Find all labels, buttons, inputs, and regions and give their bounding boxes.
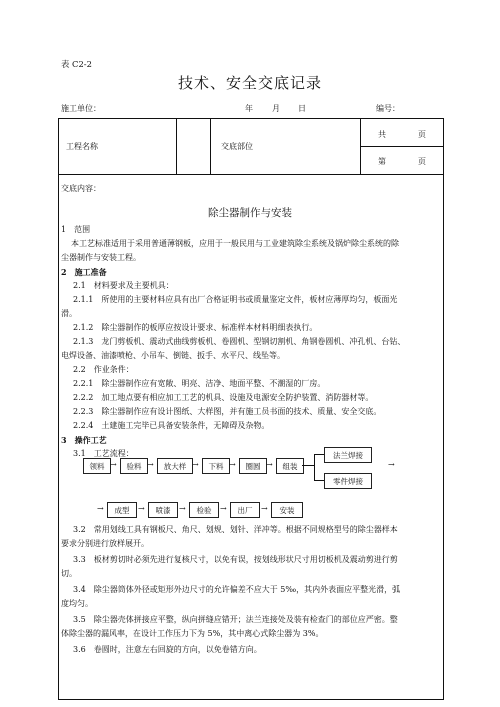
item-3-6: 3.6 卷圆时，注意左右回旋的方向，以免卷错方向。	[73, 645, 262, 654]
flow-step-installation: 安装	[271, 502, 303, 518]
item-2-1-2: 2.1.2 除尘器制作的板厚应按设计要求、标准样本材料明细表执行。	[73, 323, 318, 332]
section-1-text-1: 本工艺标准适用于采用普通薄钢板，应用于一般民用与工业建筑除尘系统及锅炉除尘系统的除	[71, 239, 399, 248]
project-name-value[interactable]	[120, 138, 170, 152]
page-unit: 页	[418, 157, 426, 166]
page-label: 第	[378, 157, 386, 166]
item-2-2-3: 2.2.3 除尘器制作应有设计图纸、大样图，并有施工员书面的技术、质量、安全交底。	[73, 407, 382, 416]
section-2-heading: 2 施工准备	[61, 267, 107, 277]
item-3-4-b: 度均匀。	[61, 599, 93, 608]
item-3-2-b: 要求分别进行放样展开。	[61, 539, 149, 548]
flow-step-collect: 领料	[83, 458, 111, 474]
item-2-1-3-a: 2.1.3 龙门剪板机、震动式曲线剪板机、卷圆机、型钢切割机、角钢卷圆机、冲孔机、台钻、	[73, 337, 406, 346]
item-2-2-1: 2.2.1 除尘器制作应有宽敞、明亮、洁净、地面平整、不潮湿的厂房。	[73, 379, 326, 388]
flow-step-flange-welding: 法兰焊接	[324, 447, 372, 463]
total-label: 共	[378, 130, 386, 139]
flow-step-inspect: 验料	[120, 458, 148, 474]
flow-step-assembly: 组装	[276, 458, 304, 474]
flow-arrow: →	[147, 460, 154, 469]
total-page-unit: 页	[418, 130, 426, 139]
day-label: 日	[298, 104, 306, 113]
item-2-1-1-a: 2.1.1 所使用的主要材料应具有出厂合格证明书或质量鉴定文件，板材应薄厚均匀，板面光	[73, 295, 398, 304]
item-2-1: 2.1 材料要求及主要机具：	[73, 281, 174, 290]
flow-step-inspection: 检验	[189, 502, 219, 518]
flow-step-forming: 成型	[107, 502, 137, 518]
item-2-2-2: 2.2.2 加工地点要有相应加工工艺的机具、设施及电源安全防护装置、消防器材等。	[73, 393, 374, 402]
flow-arrow: →	[261, 504, 268, 513]
flow-step-delivery: 出厂	[230, 502, 260, 518]
flow-branch-vertical	[314, 454, 315, 480]
flow-step-painting: 喷漆	[148, 502, 178, 518]
item-3-3-b: 切。	[61, 569, 77, 578]
section-1-text-2: 尘器制作与安装工程。	[61, 253, 141, 262]
item-2-2-4: 2.2.4 土建施工完毕已具备安装条件，无障碍及杂物。	[73, 421, 270, 430]
unit-label: 施工单位：	[61, 104, 101, 113]
flow-arrow: →	[192, 460, 199, 469]
page-title: 技术、安全交底记录	[177, 74, 322, 92]
flow-arrow: →	[110, 460, 117, 469]
section-1-heading: 1 范围	[61, 225, 91, 234]
item-3-4-a: 3.4 除尘器筒体外径或矩形外边尺寸的允许偏差不应大于 5‰，其内外表面应平整光滑，弧	[73, 585, 401, 594]
form-number: 表 C2-2	[61, 59, 92, 69]
flow-arrow: →	[138, 504, 145, 513]
flow-arrow: →	[179, 504, 186, 513]
item-3-2-a: 3.2 常用划线工具有钢板尺、角尺、划规、划针、洋冲等。根据不同规格型号的除尘器样本	[73, 525, 398, 534]
flow-step-cutting: 下料	[202, 458, 230, 474]
item-2-2: 2.2 作业条件：	[73, 365, 134, 374]
item-3-5-b: 体除尘器的漏风率，在设计工作压力下为 5%，其中离心式除尘器为 3%。	[61, 629, 324, 638]
flow-arrow: →	[266, 460, 273, 469]
item-3-1: 3.1 工艺流程：	[73, 449, 134, 458]
intro-label: 交底内容：	[61, 184, 101, 193]
section-3-heading: 3 操作工艺	[61, 435, 107, 445]
flow-step-rolling: 圈圆	[239, 458, 267, 474]
number-label: 编号：	[376, 104, 400, 113]
flow-arrow: →	[97, 504, 104, 513]
col-divider-1	[176, 118, 177, 174]
flow-arrow: →	[220, 504, 227, 513]
flow-step-layout: 放大样	[157, 458, 193, 474]
col-divider-2	[210, 118, 211, 174]
item-2-1-3-b: 电焊设备、油漆喷枪、小吊车、倒链、扳手、水平尺、线坠等。	[61, 351, 285, 360]
flow-branch-bottom	[314, 480, 324, 481]
page-row-divider	[360, 146, 444, 147]
dept-label: 交底部位	[221, 142, 253, 151]
item-2-1-1-b: 滑。	[61, 309, 77, 318]
item-3-3-a: 3.3 板材剪切时必须先进行复核尺寸，以免有误，按划线形状尺寸用切板机及震动剪进行剪	[73, 555, 398, 564]
flow-arrow: →	[229, 460, 236, 469]
flow-branch-stem	[302, 465, 314, 466]
flow-step-part-welding: 零件焊接	[324, 473, 372, 489]
document-title: 除尘器制作与安装	[208, 207, 292, 219]
month-label: 月	[272, 104, 280, 113]
flow-arrow: →	[388, 460, 395, 469]
row-divider	[58, 174, 444, 175]
year-label: 年	[245, 104, 253, 113]
project-name-label: 工程名称	[66, 142, 98, 151]
flow-branch-top	[314, 454, 324, 455]
item-3-5-a: 3.5 除尘器壳体拼接应平整，纵向拼缝应错开；法兰连接处及装有检查门的部位应严密。整	[73, 615, 398, 624]
